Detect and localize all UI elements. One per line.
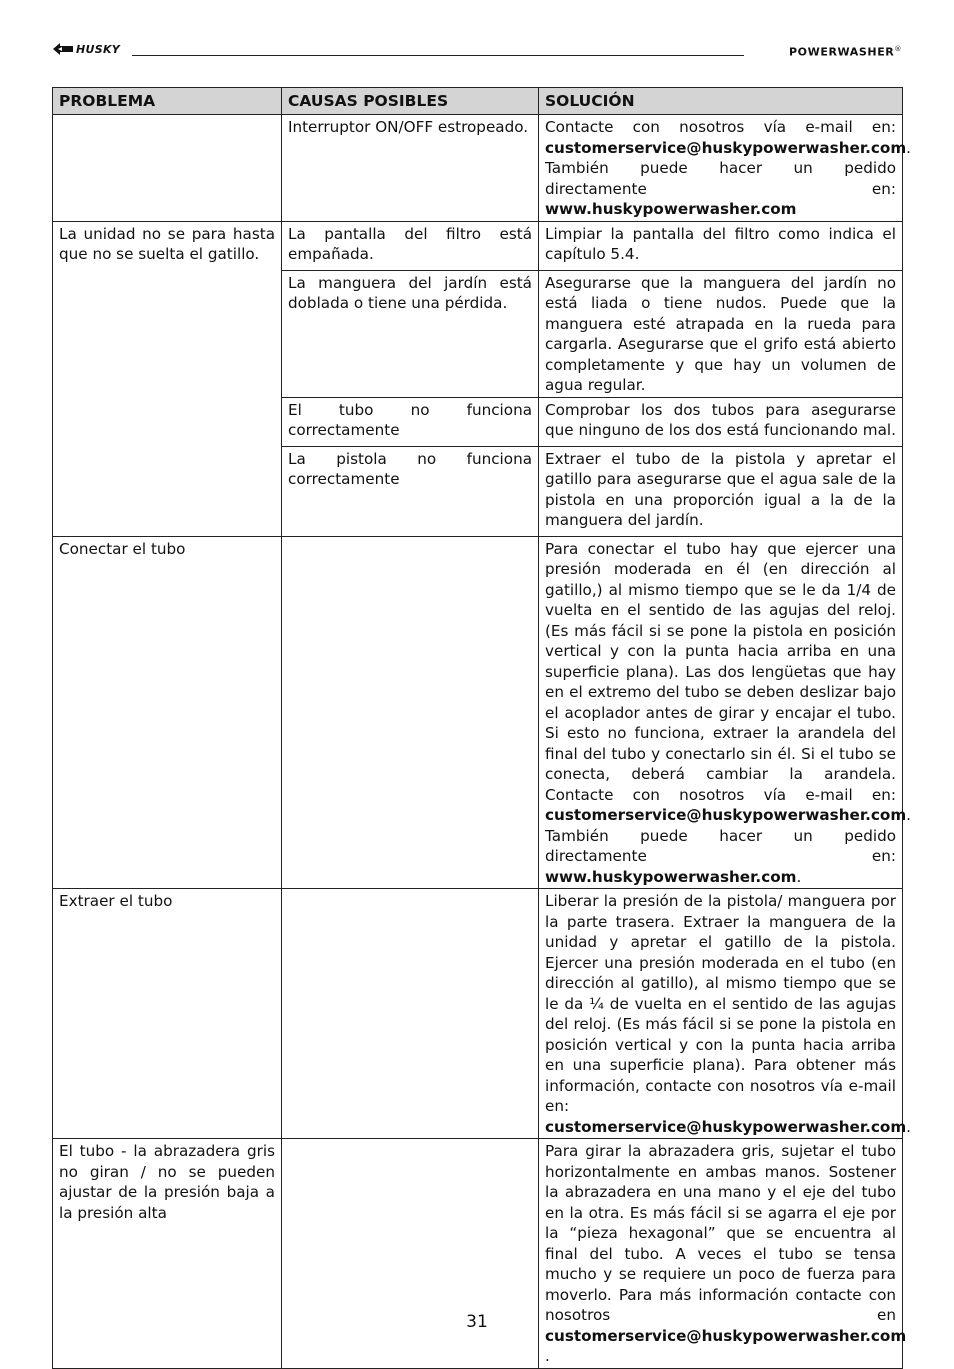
header-problema: PROBLEMA: [53, 88, 282, 115]
support-website: www.huskypowerwasher.com: [545, 867, 797, 886]
solution-text: Liberar la presión de la pistola/ manguera por la parte trasera. Extraer la manguera de la unidad y apretar el gatillo de la pistola. Ejercer una presión moderada en el tubo (en dirección al gatillo), al mismo tiempo que se le da ¼ de vuelta en el sentido de las agujas del reloj. (Es más fácil si se pone la pistola en posición vertical y con la punta hacia arriba en una superficie plana). Para obtener más información, contacte con nosotros vía e-mail en:: [545, 892, 896, 1115]
support-website: www.huskypowerwasher.com: [545, 200, 797, 218]
logo-text: HUSKY: [76, 42, 121, 56]
page-number: 31: [466, 1312, 488, 1332]
solution-text: Contacte con nosotros vía e-mail en:: [545, 118, 896, 136]
cause-cell: Interruptor ON/OFF estropeado.: [282, 115, 539, 222]
troubleshooting-table: [52, 87, 911, 1369]
husky-logo: [52, 42, 120, 56]
header-solucion: SOLUCIÓN: [539, 88, 903, 115]
table-row: [53, 1139, 903, 1369]
table-header-row: [53, 88, 903, 115]
table-row: [53, 115, 903, 222]
cause-cell: La pistola no funciona correctamente: [282, 446, 539, 536]
problem-cell: Conectar el tubo: [53, 536, 282, 889]
support-email: customerservice@huskypowerwasher.com: [545, 806, 907, 824]
support-email: customerservice@huskypowerwasher.com: [545, 1326, 907, 1345]
header-causas-posibles: CAUSAS POSIBLES: [282, 88, 539, 115]
problem-cell: El tubo - la abrazadera gris no giran / no se pueden ajustar de la presión baja a la presión alta: [53, 1139, 282, 1369]
support-email: customerservice@huskypowerwasher.com: [545, 138, 907, 157]
table-row: [53, 889, 903, 1139]
solution-text: .: [796, 867, 802, 886]
solution-text: Para conectar el tubo hay que ejercer una presión moderada en él (en dirección al gatillo,) al mismo tiempo que se le da 1/4 de vuelta en el sentido de las agujas del reloj. (Es más fácil si se pone la pistola en posición vertical y con la punta hacia arriba en una superficie plana). Las dos lengüetas que hay en el extremo del tubo se deben deslizar bajo el acoplador antes de girar y encajar el tubo. Si esto no funciona, extraer la arandela del final del tubo y conectarlo sin él. Si el tubo se conecta, deberá cambiar la arandela. Contacte con nosotros vía e-mail en:: [545, 539, 896, 804]
solution-cell: [539, 536, 911, 889]
registered-mark: ®: [894, 45, 902, 53]
cause-cell: La pantalla del filtro está empañada.: [282, 221, 539, 270]
solution-cell: [539, 115, 911, 222]
problem-cell: [53, 115, 282, 222]
cause-cell: [282, 1139, 539, 1369]
solution-text: Para girar la abrazadera gris, sujetar el tubo horizontalmente en ambas manos. Sostener la abrazadera en una mano y el eje del tubo en la otra. Es más fácil si se agarra el eje por la “pieza hexagonal” que se encuentra al final del tubo. A veces el tubo se tensa mucho y se requiere un poco de fuerza para moverlo. Para más información contacte con nosotros en: [545, 1142, 896, 1324]
cause-cell: El tubo no funciona correctamente: [282, 397, 539, 446]
page-header: [52, 40, 902, 60]
header-rule: [132, 55, 744, 56]
solution-text: . También puede hacer un pedido directamente en:: [545, 138, 911, 198]
brand-text: POWERWASHER: [788, 45, 895, 59]
cause-cell: [282, 536, 539, 889]
brand-name: [789, 45, 902, 59]
husky-arrow-icon: [52, 42, 74, 56]
table-row: [53, 536, 903, 889]
solution-cell: Extraer el tubo de la pistola y apretar el gatillo para asegurarse que el agua sale de la pistola en una proporción igual a la de la manguera del jardín.: [539, 446, 903, 536]
solution-cell: Limpiar la pantalla del filtro como indica el capítulo 5.4.: [539, 221, 903, 270]
problem-cell: La unidad no se para hasta que no se suelta el gatillo.: [53, 221, 282, 536]
solution-cell: [539, 1139, 907, 1369]
problem-cell: Extraer el tubo: [53, 889, 282, 1139]
support-email: customerservice@huskypowerwasher.com: [545, 1117, 907, 1136]
solution-text: . También puede hacer un pedido directamente en:: [545, 806, 911, 865]
solution-cell: Comprobar los dos tubos para asegurarse que ninguno de los dos está funcionando mal.: [539, 397, 903, 446]
solution-text: .: [545, 1347, 550, 1365]
solution-cell: Asegurarse que la manguera del jardín no está liada o tiene nudos. Puede que la manguera esté atrapada en la rueda para cargarla. Asegurarse que el grifo está abierto completamente y que hay un volumen de agua regular.: [539, 270, 903, 397]
solution-text: .: [906, 1117, 911, 1136]
table-row: [53, 221, 903, 270]
solution-cell: [539, 889, 911, 1139]
cause-cell: La manguera del jardín está doblada o tiene una pérdida.: [282, 270, 539, 397]
cause-cell: [282, 889, 539, 1139]
